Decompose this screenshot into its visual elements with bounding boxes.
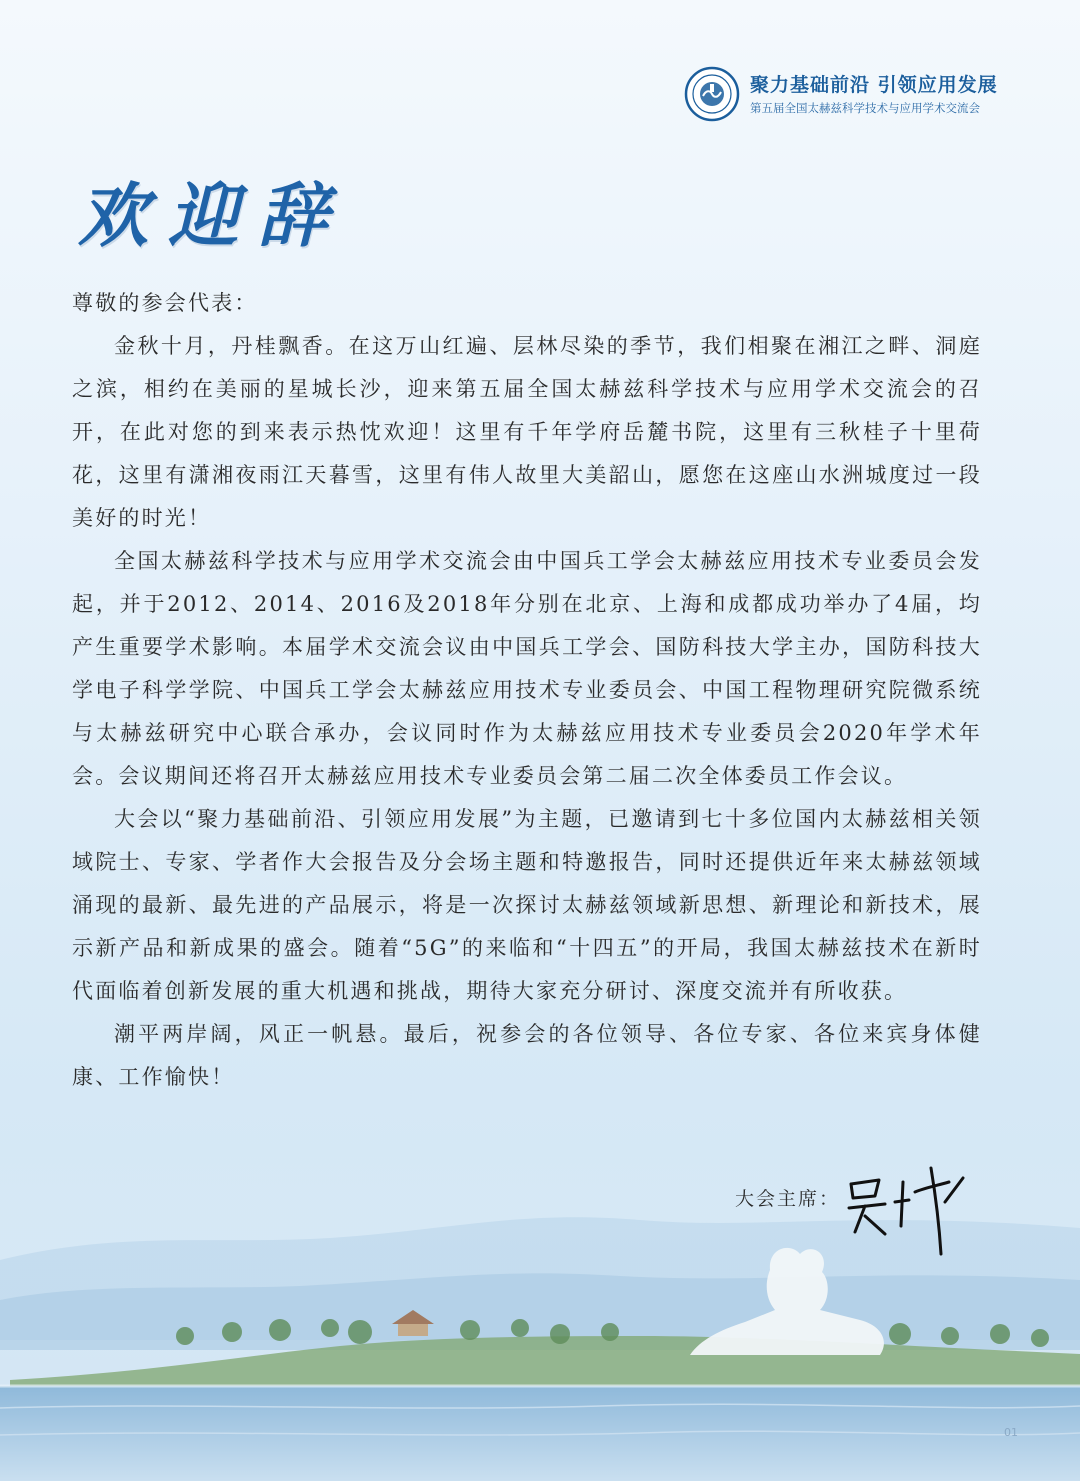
page-number: 01	[1004, 1426, 1018, 1439]
signature-block	[735, 1170, 995, 1270]
conference-slogan: 聚力基础前沿 引领应用发展	[750, 74, 998, 96]
welcome-letter	[72, 282, 982, 1099]
letter-salutation: 尊敬的参会代表：	[72, 291, 258, 315]
handwritten-signature	[845, 1162, 975, 1262]
conference-brand	[684, 64, 1004, 128]
letter-paragraph: 大会以“聚力基础前沿、引领应用发展”为主题，已邀请到七十多位国内太赫兹相关领域院士、专家、学者作大会报告及分会场主题和特邀报告，同时还提供近年来太赫兹领域涌现的最新、最先进的产品展示，将是一次探讨太赫兹领域新思想、新理论和新技术，展示新产品和新成果的盛会。随着“5G”的来临和“十四五”的开局，我国太赫兹技术在新时代面临着创新发展的重大机遇和挑战，期待大家充分研讨、深度交流并有所收获。	[72, 807, 982, 1003]
signature-label: 大会主席：	[735, 1188, 841, 1210]
conference-name: 第五届全国太赫兹科学技术与应用学术交流会	[750, 101, 980, 115]
page-title: 欢迎辞	[78, 174, 348, 257]
letter-paragraph: 金秋十月，丹桂飘香。在这万山红遍、层林尽染的季节，我们相聚在湘江之畔、洞庭之滨，相约在美丽的星城长沙，迎来第五届全国太赫兹科学技术与应用学术交流会的召开，在此对您的到来表示热忱欢迎！这里有千年学府岳麓书院，这里有三秋桂子十里荷花，这里有潇湘夜雨江天暮雪，这里有伟人故里大美韶山，愿您在这座山水洲城度过一段美好的时光！	[72, 334, 982, 530]
conference-emblem-icon	[684, 66, 740, 122]
letter-paragraph: 全国太赫兹科学技术与应用学术交流会由中国兵工学会太赫兹应用技术专业委员会发起，并于2012、2014、2016及2018年分别在北京、上海和成都成功举办了4届，均产生重要学术影响。本届学术交流会议由中国兵工学会、国防科技大学主办，国防科技大学电子科学学院、中国兵工学会太赫兹应用技术专业委员会、中国工程物理研究院微系统与太赫兹研究中心联合承办，会议同时作为太赫兹应用技术专业委员会2020年学术年会。会议期间还将召开太赫兹应用技术专业委员会第二届二次全体委员工作会议。	[72, 549, 982, 788]
letter-paragraph: 潮平两岸阔，风正一帆悬。最后，祝参会的各位领导、各位专家、各位来宾身体健康、工作愉快！	[72, 1022, 982, 1089]
